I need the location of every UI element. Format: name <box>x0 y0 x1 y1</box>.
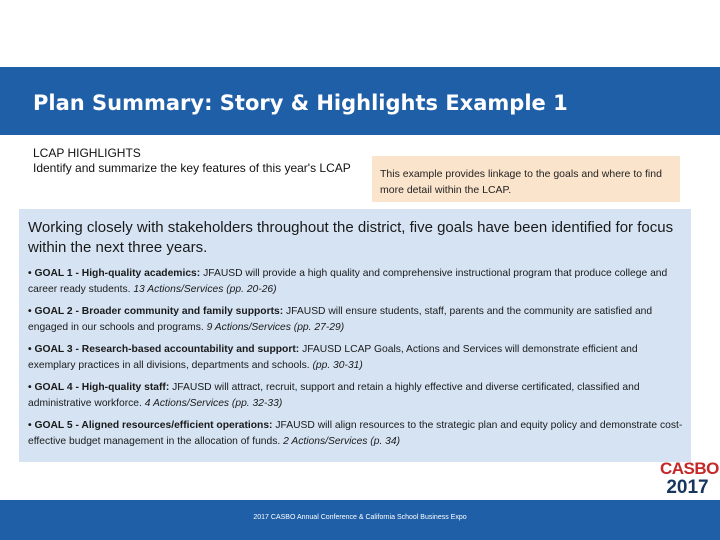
goal-item-1 <box>28 266 683 297</box>
goal-actions: 9 Actions/Services (pp. 27-29) <box>206 321 345 333</box>
casbo-logo <box>660 459 719 499</box>
goal-actions: 13 Actions/Services (pp. 20-26) <box>133 283 277 295</box>
intro-text: Working closely with stakeholders throughout the district, five goals have been identified for focus within the next three years. <box>28 219 674 256</box>
goal-actions: 4 Actions/Services (pp. 32-33) <box>144 397 283 409</box>
footer-bar <box>0 500 720 540</box>
slide-title: Plan Summary: Story & Highlights Example 1 <box>33 91 568 115</box>
goal-title: • GOAL 5 - Aligned resources/efficient operations: <box>28 420 273 431</box>
title-bar <box>0 67 720 135</box>
goal-title: • GOAL 2 - Broader community and family supports: <box>28 306 284 317</box>
goal-body: JFAUSD will align resources to the strategic plan and equity policy and demonstrate cost-effective budget management in the allocation of funds. <box>28 420 683 447</box>
goal-item-5 <box>28 418 683 449</box>
callout-text: This example provides linkage to the goals and where to find more detail within the LCAP. <box>380 168 662 196</box>
goals-panel <box>19 209 691 462</box>
goal-item-2 <box>28 304 683 335</box>
goal-title: • GOAL 1 - High-quality academics: <box>28 268 201 279</box>
goal-title: • GOAL 4 - High-quality staff: <box>28 382 170 393</box>
highlights-subheading: Identify and summarize the key features of this year's LCAP <box>33 161 351 175</box>
goal-actions: (pp. 30-31) <box>312 359 363 371</box>
goal-item-3 <box>28 342 683 373</box>
logo-year: 2017 <box>666 477 709 498</box>
footer-text: 2017 CASBO Annual Conference & California School Business Expo <box>253 514 467 521</box>
goal-body: JFAUSD will attract, recruit, support and retain a highly effective and diverse certificated, classified and administrative workforce. <box>28 382 640 409</box>
highlights-heading: LCAP HIGHLIGHTS <box>33 146 141 160</box>
goal-body: JFAUSD will provide a high quality and comprehensive instructional program that produce college and career ready students. <box>28 268 668 295</box>
callout-note <box>372 156 680 202</box>
goal-item-4 <box>28 380 683 411</box>
goal-actions: 2 Actions/Services (p. 34) <box>283 435 401 447</box>
goal-title: • GOAL 3 - Research-based accountability and support: <box>28 344 300 355</box>
goal-body: JFAUSD LCAP Goals, Actions and Services will demonstrate efficient and exemplary practices in all divisions, departments and schools. <box>28 344 638 371</box>
logo-wordmark: CASBO <box>660 459 719 478</box>
goal-body: JFAUSD will ensure students, staff, parents and the community are satisfied and engaged in our schools and programs. <box>28 306 653 333</box>
